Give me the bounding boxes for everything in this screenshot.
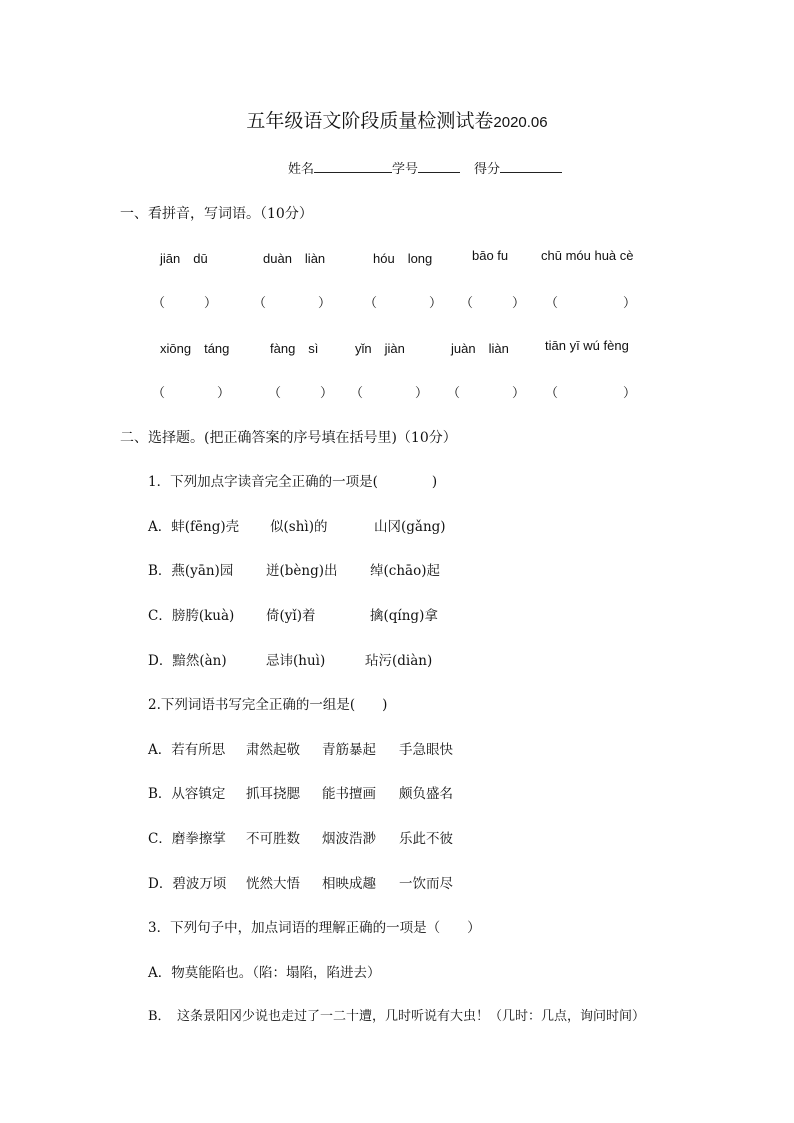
exam-title <box>0 106 794 133</box>
option-a: A．蚌(fēng)壳 <box>148 519 240 535</box>
pinyin-item: juàn liàn <box>451 341 509 356</box>
name-blank[interactable] <box>314 158 392 173</box>
title-text: 五年级语文阶段质量检测试卷 <box>246 110 494 132</box>
option-d: D．黯然(àn) <box>148 653 227 669</box>
option-d-word: 玷污(diàn) <box>365 653 433 669</box>
option-b: B．燕(yān)园 <box>148 563 234 579</box>
pinyin-item: fàng sì <box>270 341 319 356</box>
pinyin-item: bāo fu <box>472 248 509 263</box>
id-label: 学号 <box>392 162 419 177</box>
student-info <box>288 158 562 177</box>
pinyin-item: hóu long <box>373 251 433 266</box>
option-b-word: 颇负盛名 <box>399 786 453 802</box>
option-a: A．物莫能陷也。（陷：塌陷，陷进去） <box>148 965 381 981</box>
answer-box[interactable]: （ ） <box>152 296 218 311</box>
option-b-word: 能书擅画 <box>322 786 376 802</box>
option-d-word: 恍然大悟 <box>246 876 300 892</box>
option-c-word: 倚(yǐ)着 <box>266 608 316 624</box>
section1-heading: 一、看拼音，写词语。（10分） <box>120 206 313 222</box>
answer-box[interactable]: （ ） <box>350 386 429 401</box>
answer-box[interactable]: （ ） <box>545 296 637 311</box>
option-c-word: 不可胜数 <box>246 831 300 847</box>
option-a-word: 似(shì)的 <box>270 519 328 535</box>
answer-box[interactable]: （ ） <box>447 386 526 401</box>
answer-box[interactable]: （ ） <box>460 296 526 311</box>
answer-box[interactable]: （ ） <box>364 296 443 311</box>
option-a-word: 肃然起敬 <box>246 742 300 758</box>
answer-box[interactable]: （ ） <box>152 386 231 401</box>
question-1-stem: 1．下列加点字读音完全正确的一项是( ) <box>148 474 438 490</box>
pinyin-item: tiān yī wú fèng <box>545 338 629 353</box>
option-c: C．磨拳擦掌 <box>148 831 226 847</box>
pinyin-item: xiōng táng <box>160 341 230 356</box>
option-c-word: 乐此不彼 <box>399 831 453 847</box>
answer-box[interactable]: （ ） <box>545 386 637 401</box>
option-d-word: 忌讳(huì) <box>266 653 326 669</box>
option-b-word: 绰(chāo)起 <box>370 563 440 579</box>
question-3-stem: 3．下列句子中，加点词语的理解正确的一项是（ ） <box>148 920 481 936</box>
answer-box[interactable]: （ ） <box>268 386 334 401</box>
section2-heading: 二、选择题。(把正确答案的序号填在括号里)（10分） <box>120 430 457 446</box>
pinyin-item: jiān dū <box>160 251 208 266</box>
option-c: C．膀胯(kuà) <box>148 608 235 624</box>
option-b-word: 抓耳挠腮 <box>246 786 300 802</box>
option-a: A．若有所思 <box>148 742 226 758</box>
option-d: D．碧波万顷 <box>148 876 227 892</box>
option-a-word: 青筋暴起 <box>322 742 376 758</box>
pinyin-item: chū móu huà cè <box>541 248 634 263</box>
option-d-word: 相映成趣 <box>322 876 376 892</box>
option-d-word: 一饮而尽 <box>399 876 453 892</box>
pinyin-item: duàn liàn <box>263 251 326 266</box>
score-label: 得分 <box>474 162 501 177</box>
question-2-stem: 2.下列词语书写完全正确的一组是( ) <box>148 697 388 713</box>
option-c-word: 烟波浩渺 <box>322 831 376 847</box>
option-b-word: 迸(bèng)出 <box>266 563 338 579</box>
option-b: B． 这条景阳冈少说也走过了一二十遭，几时听说有大虫！（几时：几点，询问时间） <box>148 1009 646 1024</box>
pinyin-item: yǐn jiàn <box>355 341 405 356</box>
option-a-word: 手急眼快 <box>399 742 453 758</box>
score-blank[interactable] <box>500 158 562 173</box>
option-c-word: 擒(qíng)拿 <box>370 608 438 624</box>
name-label: 姓名 <box>288 162 315 177</box>
answer-box[interactable]: （ ） <box>253 296 332 311</box>
exam-year: 2020.06 <box>493 114 548 131</box>
option-a-word: 山冈(gǎng) <box>374 519 446 535</box>
option-b: B．从容镇定 <box>148 786 226 802</box>
id-blank[interactable] <box>418 158 460 173</box>
